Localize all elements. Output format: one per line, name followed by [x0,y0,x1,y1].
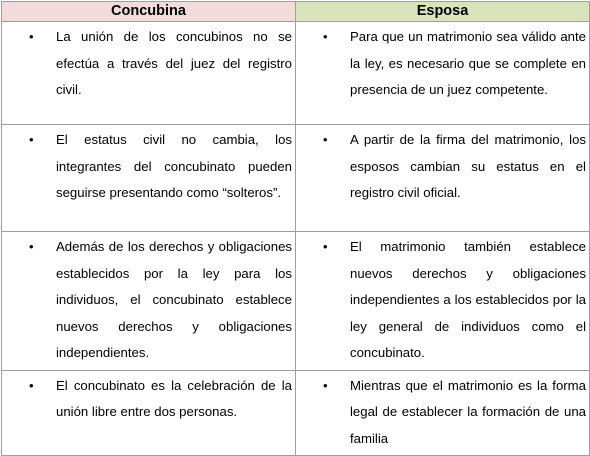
bullet-icon: • [29,239,34,254]
item-text: El estatus civil no cambia, los integrantes del concubinato pueden seguirse presentando como “solteros”. [56,132,292,200]
list-item [299,373,586,453]
bullet-icon: • [323,377,328,393]
bullet-icon: • [323,239,328,254]
list-item [299,127,586,207]
header-concubina: Concubina [2,2,296,22]
cell-concubina [2,370,296,456]
bullet-icon: • [29,377,34,393]
bullet-icon: • [29,132,34,147]
list-item [5,127,292,207]
bullet-icon: • [323,29,328,44]
table-row [2,22,590,125]
list-item [5,24,292,104]
item-text: La unión de los concubinos no se efectúa a través del juez del registro civil. [56,29,292,97]
item-text: Además de los derechos y obligaciones establecidos por la ley para los individuos, el concubinato establece nuevos derechos y obligaciones independientes. [56,239,292,360]
cell-concubina [2,125,296,232]
header-row [2,2,590,22]
list-item [5,234,292,367]
item-text: Para que un matrimonio sea válido ante la ley, es necesario que se complete en presencia de un juez competente. [350,29,586,97]
comparison-table [1,1,590,456]
cell-esposa [296,370,590,456]
table-row [2,232,590,371]
table-row [2,125,590,232]
table-row [2,370,590,456]
item-text: Mientras que el matrimonio es la forma legal de establecer la formación de una familia [350,377,586,446]
cell-concubina [2,232,296,371]
list-item [5,373,292,426]
cell-concubina [2,22,296,125]
list-item [299,234,586,367]
bullet-icon: • [29,29,34,44]
bullet-icon: • [323,132,328,147]
cell-esposa [296,22,590,125]
cell-esposa [296,232,590,371]
header-esposa: Esposa [296,2,590,22]
item-text: El matrimonio también establece nuevos derechos y obligaciones independientes a los establecidos por la ley general de individuos como el concubinato. [350,239,586,360]
item-text: A partir de la firma del matrimonio, los esposos cambian su estatus en el registro civil oficial. [350,132,586,200]
cell-esposa [296,125,590,232]
item-text: El concubinato es la celebración de la unión libre entre dos personas. [56,377,292,419]
list-item [299,24,586,104]
